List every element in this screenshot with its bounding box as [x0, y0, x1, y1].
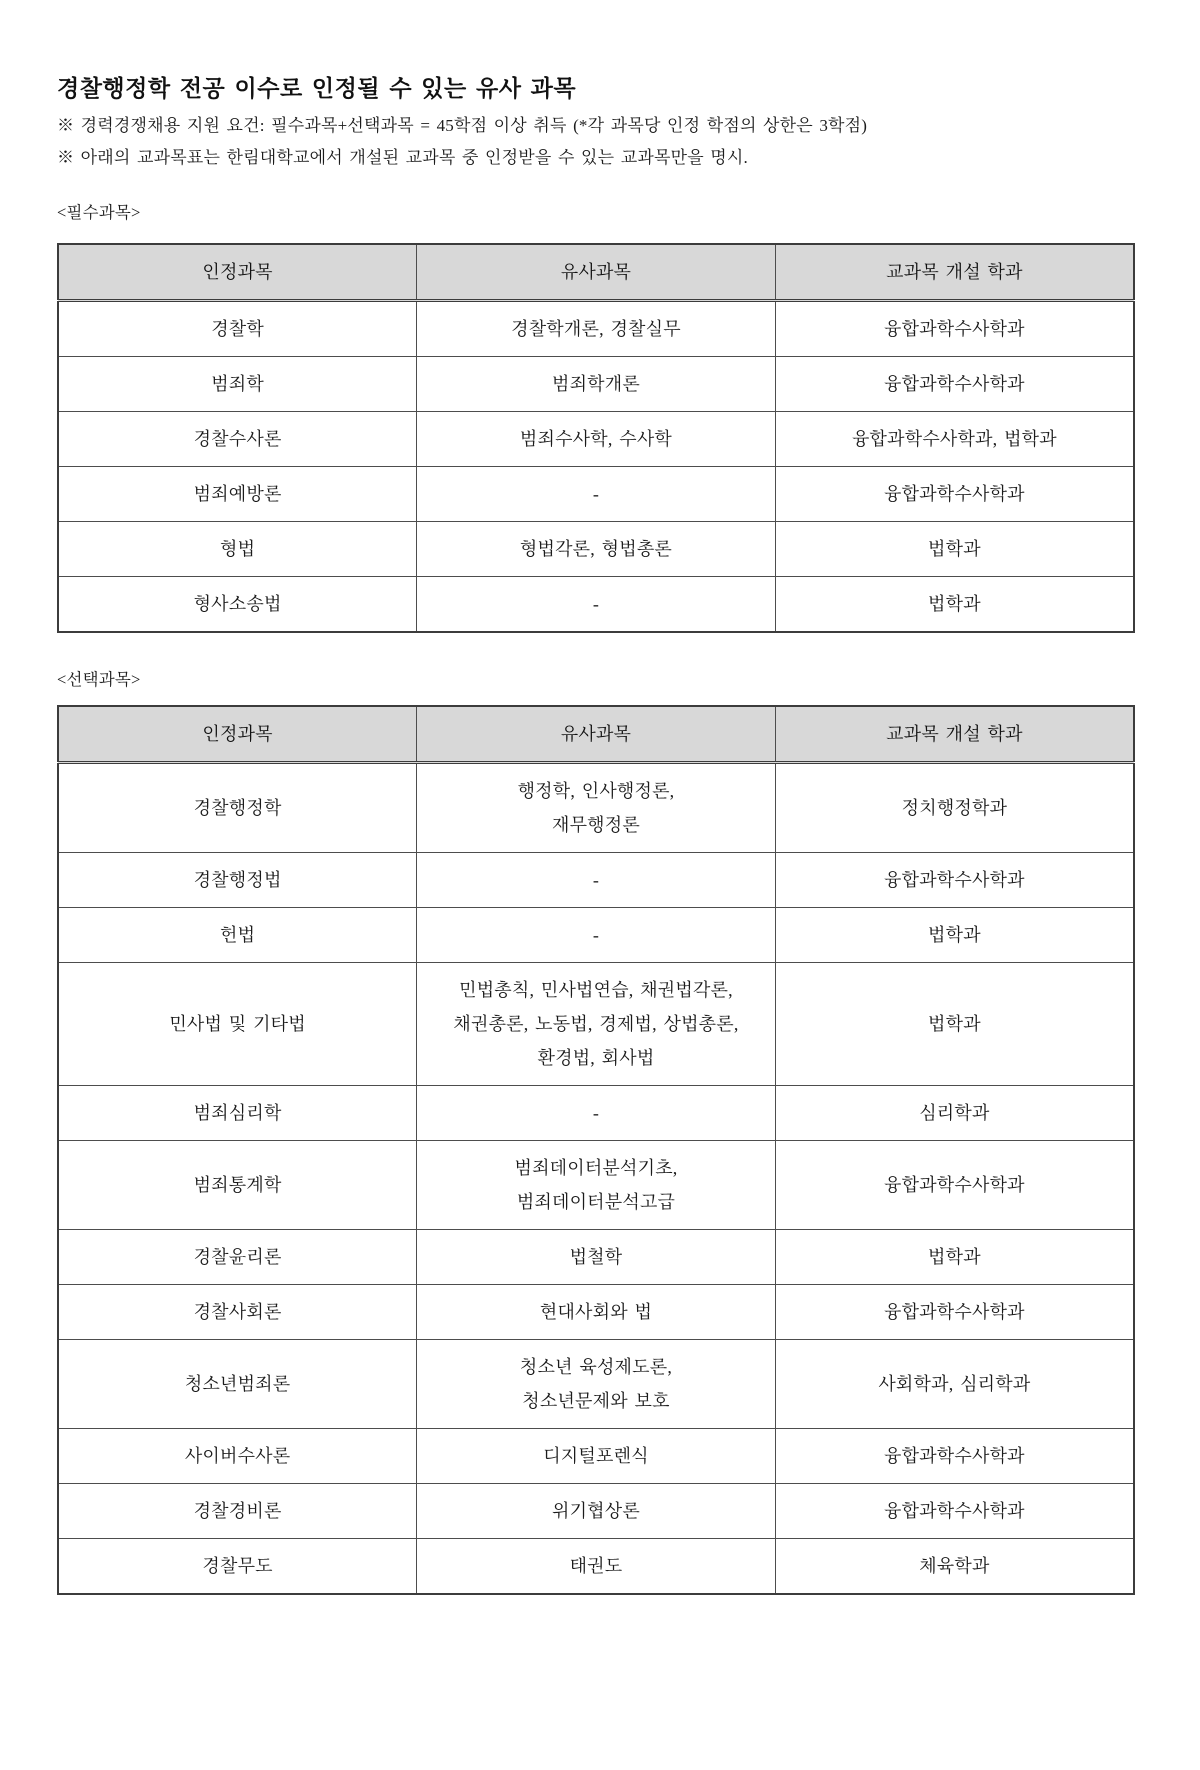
- section-label-required: <필수과목>: [57, 203, 141, 222]
- column-header: 교과목 개설 학과: [775, 706, 1134, 763]
- table-cell: 범죄심리학: [58, 1086, 417, 1141]
- table-row: [58, 522, 1134, 577]
- table-cell: 융합과학수사학과: [775, 1429, 1134, 1484]
- table-cell: 현대사회와 법: [417, 1285, 776, 1340]
- table-cell: 법학과: [775, 522, 1134, 577]
- table-cell: 행정학, 인사행정론, 재무행정론: [417, 763, 776, 853]
- table-row: [58, 412, 1134, 467]
- table-row: [58, 853, 1134, 908]
- table-cell: 청소년 육성제도론, 청소년문제와 보호: [417, 1340, 776, 1429]
- table-cell: 경찰사회론: [58, 1285, 417, 1340]
- table-row: [58, 301, 1134, 357]
- table-cell: 체육학과: [775, 1539, 1134, 1595]
- table-cell: 융합과학수사학과: [775, 853, 1134, 908]
- table-cell: 법학과: [775, 908, 1134, 963]
- elective-courses-table: [57, 705, 1135, 1595]
- table-cell: 경찰무도: [58, 1539, 417, 1595]
- table-cell: 청소년범죄론: [58, 1340, 417, 1429]
- table-cell: 범죄수사학, 수사학: [417, 412, 776, 467]
- table-cell: -: [417, 1086, 776, 1141]
- table-cell: 경찰학개론, 경찰실무: [417, 301, 776, 357]
- table-cell: 융합과학수사학과: [775, 301, 1134, 357]
- table-row: [58, 763, 1134, 853]
- column-header: 유사과목: [417, 706, 776, 763]
- table-row: [58, 1141, 1134, 1230]
- table-cell: 경찰수사론: [58, 412, 417, 467]
- table-cell: 헌법: [58, 908, 417, 963]
- table-row: [58, 1086, 1134, 1141]
- table-row: [58, 577, 1134, 633]
- note-scope: ※ 아래의 교과목표는 한림대학교에서 개설된 교과목 중 인정받을 수 있는 교과목만을 명시.: [57, 148, 748, 167]
- table-cell: 위기협상론: [417, 1484, 776, 1539]
- column-header: 교과목 개설 학과: [775, 244, 1134, 301]
- table-cell: 정치행정학과: [775, 763, 1134, 853]
- table-row: [58, 1539, 1134, 1595]
- table-cell: 민사법 및 기타법: [58, 963, 417, 1086]
- table-cell: 형법: [58, 522, 417, 577]
- column-header: 인정과목: [58, 706, 417, 763]
- table-cell: 경찰행정법: [58, 853, 417, 908]
- table-row: [58, 357, 1134, 412]
- table-cell: 경찰학: [58, 301, 417, 357]
- table-cell: 범죄예방론: [58, 467, 417, 522]
- table-cell: 사이버수사론: [58, 1429, 417, 1484]
- column-header: 유사과목: [417, 244, 776, 301]
- table-row: [58, 1230, 1134, 1285]
- table-row: [58, 1340, 1134, 1429]
- table-cell: -: [417, 467, 776, 522]
- table-cell: 심리학과: [775, 1086, 1134, 1141]
- table-cell: 태권도: [417, 1539, 776, 1595]
- table-cell: 법철학: [417, 1230, 776, 1285]
- table-cell: 법학과: [775, 577, 1134, 633]
- table-cell: 융합과학수사학과, 법학과: [775, 412, 1134, 467]
- table-cell: 범죄통계학: [58, 1141, 417, 1230]
- note-requirement: ※ 경력경쟁채용 지원 요건: 필수과목+선택과목 = 45학점 이상 취득 (*각 과목당 인정 학점의 상한은 3학점): [57, 116, 868, 135]
- table-cell: 형사소송법: [58, 577, 417, 633]
- table-cell: 디지털포렌식: [417, 1429, 776, 1484]
- table-cell: 융합과학수사학과: [775, 1484, 1134, 1539]
- table-row: [58, 1429, 1134, 1484]
- table-cell: 융합과학수사학과: [775, 1285, 1134, 1340]
- table-cell: 범죄학: [58, 357, 417, 412]
- table-row: [58, 1285, 1134, 1340]
- table-cell: 범죄학개론: [417, 357, 776, 412]
- table-cell: -: [417, 577, 776, 633]
- required-courses-table: [57, 243, 1135, 633]
- column-header: 인정과목: [58, 244, 417, 301]
- table-cell: 경찰행정학: [58, 763, 417, 853]
- header-row: [58, 706, 1134, 763]
- table-cell: 경찰윤리론: [58, 1230, 417, 1285]
- table-row: [58, 467, 1134, 522]
- document-page: [0, 74, 1200, 1595]
- section-label-elective: <선택과목>: [57, 670, 141, 689]
- required-courses-section: [57, 202, 1140, 633]
- table-cell: 법학과: [775, 963, 1134, 1086]
- table-cell: 융합과학수사학과: [775, 1141, 1134, 1230]
- table-cell: 형법각론, 형법총론: [417, 522, 776, 577]
- table-cell: -: [417, 908, 776, 963]
- elective-courses-section: [57, 669, 1140, 1595]
- page-title: 경찰행정학 전공 이수로 인정될 수 있는 유사 과목: [57, 76, 577, 101]
- header-row: [58, 244, 1134, 301]
- table-row: [58, 963, 1134, 1086]
- table-cell: 범죄데이터분석기초, 범죄데이터분석고급: [417, 1141, 776, 1230]
- table-row: [58, 1484, 1134, 1539]
- table-cell: -: [417, 853, 776, 908]
- table-cell: 융합과학수사학과: [775, 357, 1134, 412]
- table-cell: 법학과: [775, 1230, 1134, 1285]
- table-cell: 경찰경비론: [58, 1484, 417, 1539]
- table-cell: 민법총칙, 민사법연습, 채권법각론, 채권총론, 노동법, 경제법, 상법총론, 환경법, 회사법: [417, 963, 776, 1086]
- table-cell: 융합과학수사학과: [775, 467, 1134, 522]
- table-row: [58, 908, 1134, 963]
- table-cell: 사회학과, 심리학과: [775, 1340, 1134, 1429]
